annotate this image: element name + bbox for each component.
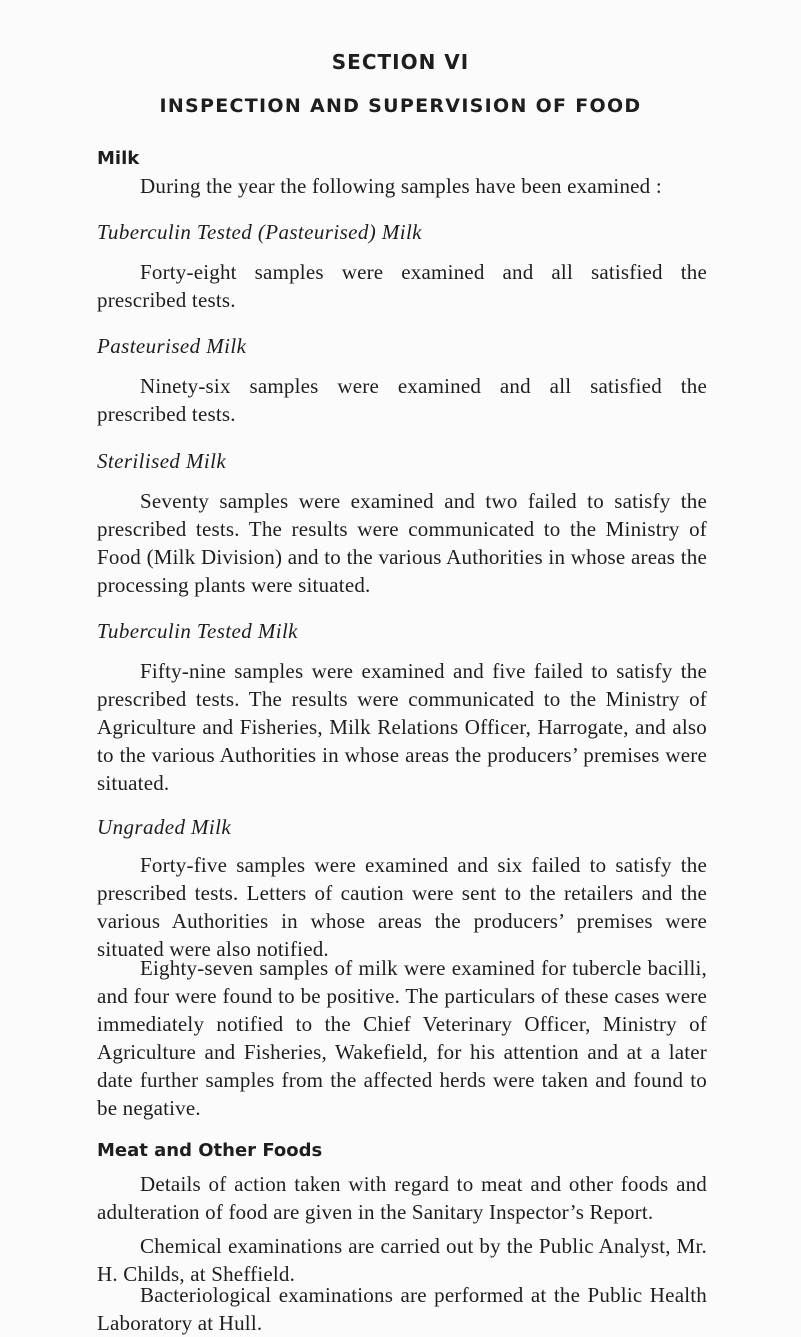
milk-intro: During the year the following samples have been examined :: [140, 174, 662, 198]
sterilised-title: Sterilised Milk: [97, 449, 227, 473]
page-title: INSPECTION AND SUPERVISION OF FOOD: [159, 95, 642, 117]
sterilised-text: Seventy samples were examined and two failed to satisfy the prescribed tests. The results were communicated to the Ministry of Food (Milk Division) and to the various Authorities in whose areas the processing plants were situated.: [97, 489, 707, 597]
pasteurised-text: Ninety-six samples were examined and all satisfied the prescribed tests.: [97, 374, 707, 426]
milk-heading: Milk: [97, 148, 140, 169]
tuberculin-tested-text: Fifty-nine samples were examined and five failed to satisfy the prescribed tests. The results were communicated to the Ministry of Agriculture and Fisheries, Milk Relations Officer, Harrogate, and also to the various Authorities in whose areas the producers’ premises were situated.: [97, 659, 707, 795]
meat-paragraph-3: Bacteriological examinations are performed at the Public Health Laboratory at Hull.: [97, 1283, 707, 1335]
meat-paragraph-2: Chemical examinations are carried out by the Public Analyst, Mr. H. Childs, at Sheffield.: [97, 1234, 707, 1286]
tuberculin-tested-title: Tuberculin Tested Milk: [97, 619, 298, 643]
section-label: SECTION VI: [331, 50, 470, 74]
ungraded-text: Forty-five samples were examined and six failed to satisfy the prescribed tests. Letters of caution were sent to the retailers and the various Authorities in whose areas the producers’ premises were situated were also notified.: [97, 853, 707, 961]
pasteurised-title: Pasteurised Milk: [97, 334, 247, 358]
meat-paragraph-1: Details of action taken with regard to meat and other foods and adulteration of food are given in the Sanitary Inspector’s Report.: [97, 1172, 707, 1224]
tt-pasteurised-text: Forty-eight samples were examined and all satisfied the prescribed tests.: [97, 260, 707, 312]
ungraded-title: Ungraded Milk: [97, 815, 232, 839]
tt-pasteurised-title: Tuberculin Tested (Pasteurised) Milk: [97, 220, 422, 244]
tubercle-bacilli-text: Eighty-seven samples of milk were examined for tubercle bacilli, and four were found to be positive. The particulars of these cases were immediately notified to the Chief Veterinary Officer, Ministry of Agriculture and Fisheries, Wakefield, for his attention and at a later date further samples from the affected herds were taken and found to be negative.: [97, 956, 707, 1120]
meat-heading: Meat and Other Foods: [97, 1140, 323, 1161]
